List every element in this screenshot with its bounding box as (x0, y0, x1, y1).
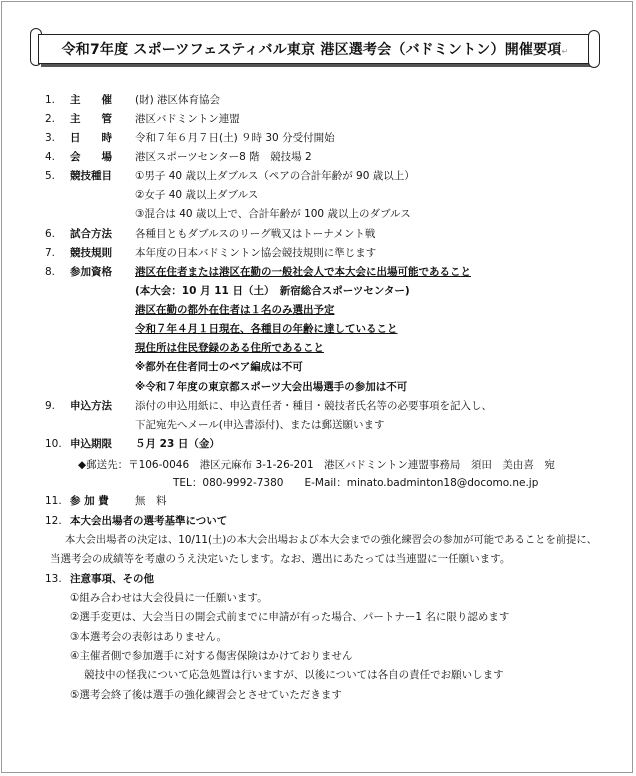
item-number: 5. (45, 170, 56, 182)
note-line: ⑤選考会終了後は選手の強化練習会とさせていただきます (70, 689, 342, 701)
scroll-right-curl (588, 30, 600, 68)
item-label: 試合方法 (70, 228, 112, 240)
item-value: ※都外在住者同士のペア編成は不可 (135, 361, 303, 373)
item-number: 9. (45, 400, 56, 412)
item-value: 港区在勤の都外在住者は１名のみ選出予定 (135, 304, 335, 316)
item-number: 1. (45, 94, 56, 106)
item-value: ５月 23 日（金） (135, 438, 220, 450)
note-line: ④主催者側で参加選手に対する傷害保険はかけておりません (70, 650, 353, 662)
item-value: ※令和７年度の東京都スポーツ大会出場選手の参加は不可 (135, 381, 408, 393)
item-value: 現住所は住民登録のある住所であること (135, 342, 324, 354)
item-number: 4. (45, 151, 56, 163)
item-number: 6. (45, 228, 56, 240)
item-value: 本年度の日本バドミントン協会競技規則に準じます (135, 247, 377, 259)
item-number: 7. (45, 247, 56, 259)
note-line: ②選手変更は、大会当日の開会式前までに申請が有った場合、パートナー1 名に限り認めます (70, 611, 510, 623)
item-value: 港区スポーツセンター8 階 競技場 2 (135, 151, 312, 163)
item-value: ③混合は 40 歳以上で、合計年齢が 100 歳以上のダブルス (135, 208, 411, 220)
item-value: 令和７年４月１日現在、各種目の年齢に達していること (135, 323, 398, 335)
item-number: 10. (45, 438, 62, 450)
criteria-heading: 本大会出場者の選考基準について (70, 515, 228, 527)
item-label: 競技種目 (70, 170, 112, 182)
criteria-line-2: 当選考会の成績等を考慮のうえ決定いたします。なお、選出にあたっては当連盟に一任願います。 (50, 553, 511, 565)
item-value: 各種目ともダブルスのリーグ戦又はトーナメント戦 (135, 228, 376, 240)
item-value: 下記宛先へメール(申込書添付)、または郵送願います (135, 419, 385, 431)
item-value: (本大会：10 月 11 日（土） 新宿総合スポーツセンター) (135, 285, 410, 297)
item-value: 港区在住者または港区在勤の一般社会人で本大会に出場可能であること (135, 266, 471, 278)
item-label: 主 催 (70, 94, 112, 106)
item-label: 参加資格 (70, 266, 112, 278)
item-label: 申込期限 (70, 438, 112, 450)
note-line: 競技中の怪我について応急処置は行いますが、以後については各自の責任でお願いします (84, 669, 504, 681)
item-number: 3. (45, 132, 56, 144)
item-label: 申込方法 (70, 400, 112, 412)
note-line: ③本選考会の表彰はありません。 (70, 631, 228, 643)
item-value: (財) 港区体育協会 (135, 94, 221, 106)
item-value: 令和７年６月７日(土) ９時 30 分受付開始 (135, 132, 335, 144)
item-label: 主 管 (70, 113, 112, 125)
mail-address: ◆郵送先：〒106-0046 港区元麻布 3-1-26-201 港区バドミントン連盟事務局 須田 美由喜 宛 (78, 459, 555, 471)
item-value: 港区バドミントン連盟 (135, 113, 240, 125)
item-label: 日 時 (70, 132, 112, 144)
item-value: 添付の申込用紙に、申込責任者・種目・競技者氏名等の必要事項を記入し、 (135, 400, 492, 412)
item-number: 2. (45, 113, 56, 125)
criteria-line-1: 本大会出場者の決定は、10/11(土)の本大会出場および本大会までの強化練習会の参加が可能であることを前提に、 (65, 534, 597, 546)
notes-heading: 注意事項、その他 (70, 573, 154, 585)
title-banner (38, 34, 592, 64)
item-value: ①男子 40 歳以上ダブルス（ペアの合計年齢が 90 歳以上） (135, 170, 415, 182)
item-number: 8. (45, 266, 56, 278)
item-label: 競技規則 (70, 247, 112, 259)
note-line: ①組み合わせは大会役員に一任願います。 (70, 592, 268, 604)
contact-line: TEL：080-9992-7380 E-Mail：minato.badminton18@docomo.ne.jp (173, 477, 539, 489)
item-label: 会 場 (70, 151, 112, 163)
item-value: ②女子 40 歳以上ダブルス (135, 189, 259, 201)
document-title: 令和7年度 スポーツフェスティバル東京 港区選考会（バドミントン）開催要項↵ (61, 42, 569, 58)
